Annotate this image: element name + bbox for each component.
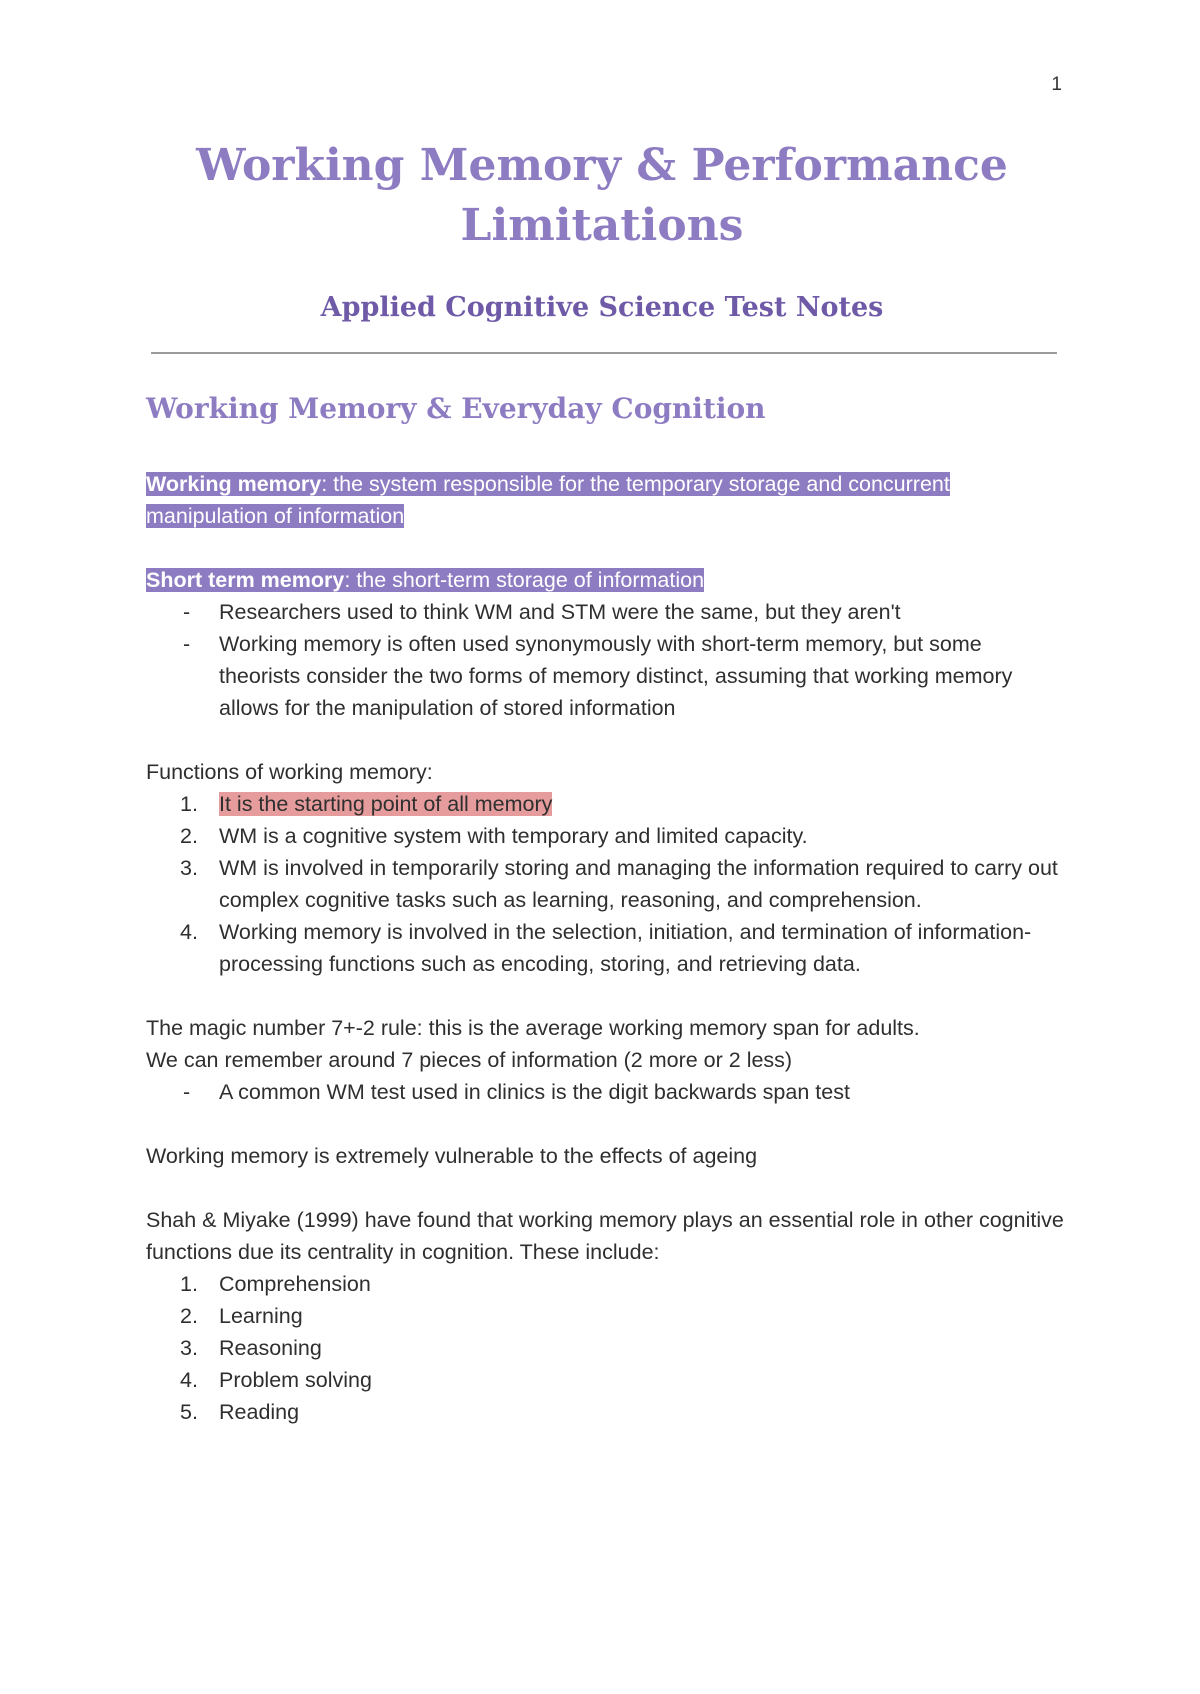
wm-term: Working memory	[146, 472, 322, 496]
list-text: WM is a cognitive system with temporary and limited capacity.	[219, 824, 808, 848]
list-text: Reasoning	[219, 1336, 322, 1360]
functions-heading: Functions of working memory:	[146, 760, 433, 784]
list-item	[146, 788, 1066, 820]
section-heading: Working Memory & Everyday Cognition	[146, 392, 766, 425]
document-body	[146, 468, 1066, 1428]
page-number: 1	[1051, 74, 1062, 95]
list-number: 1.	[180, 792, 198, 816]
magic-number-line-1: The magic number 7+-2 rule: this is the average working memory span for adults.	[146, 1016, 920, 1040]
list-item	[146, 1396, 1066, 1428]
list-item	[146, 1300, 1066, 1332]
magic-number-line-2: We can remember around 7 pieces of information (2 more or 2 less)	[146, 1048, 793, 1072]
wm-definition-text: : the system responsible for the temporary storage and concurrent manipulation of information	[146, 472, 950, 528]
list-number: 5.	[180, 1400, 198, 1424]
stm-definition-highlight	[146, 568, 704, 592]
cognitive-functions-list	[146, 1268, 1066, 1428]
stm-definition-text: : the short-term storage of information	[344, 568, 705, 592]
list-item	[146, 820, 1066, 852]
document-title: Working Memory & Performance Limitations	[196, 140, 1008, 251]
list-item	[146, 1268, 1066, 1300]
list-item: - A common WM test used in clinics is the digit backwards span test	[146, 1076, 1066, 1108]
list-number: 2.	[180, 824, 198, 848]
list-item	[146, 1332, 1066, 1364]
horizontal-divider	[151, 352, 1057, 354]
ageing-statement: Working memory is extremely vulnerable to the effects of ageing	[146, 1144, 758, 1168]
function-1-highlight	[180, 792, 553, 816]
list-text: Comprehension	[219, 1272, 371, 1296]
list-number: 1.	[180, 1272, 198, 1296]
document-subtitle: Applied Cognitive Science Test Notes	[320, 292, 884, 323]
wm-definition-highlight	[146, 472, 950, 528]
list-text: Problem solving	[219, 1368, 372, 1392]
list-item	[146, 916, 1066, 980]
list-text: Working memory is involved in the selection, initiation, and termination of information-processing functions such as encoding, storing, and retrieving data.	[219, 920, 1032, 976]
list-text: WM is involved in temporarily storing and managing the information required to carry out complex cognitive tasks such as learning, reasoning, and comprehension.	[219, 856, 1058, 912]
list-item	[146, 852, 1066, 916]
list-number: 2.	[180, 1304, 198, 1328]
stm-bullet-list	[146, 596, 1066, 724]
list-text: It is the starting point of all memory	[219, 792, 553, 816]
list-number: 4.	[180, 920, 198, 944]
list-number: 4.	[180, 1368, 198, 1392]
short-term-memory-definition	[146, 564, 1066, 596]
functions-list	[146, 788, 1066, 980]
list-item: - Working memory is often used synonymously with short-term memory, but some theorists consider the two forms of memory distinct, assuming that working memory allows for the manipulation of stored information	[146, 628, 1066, 724]
list-number: 3.	[180, 856, 198, 880]
working-memory-definition	[146, 468, 1066, 532]
list-text: Learning	[219, 1304, 303, 1328]
list-item: - Researchers used to think WM and STM were the same, but they aren't	[146, 596, 1066, 628]
magic-number-bullet-list	[146, 1076, 1066, 1108]
shah-miyake-paragraph: Shah & Miyake (1999) have found that working memory plays an essential role in other cognitive functions due its centrality in cognition. These include:	[146, 1208, 1064, 1264]
list-number: 3.	[180, 1336, 198, 1360]
list-item	[146, 1364, 1066, 1396]
list-text: Reading	[219, 1400, 300, 1424]
stm-term: Short term memory	[146, 568, 345, 592]
